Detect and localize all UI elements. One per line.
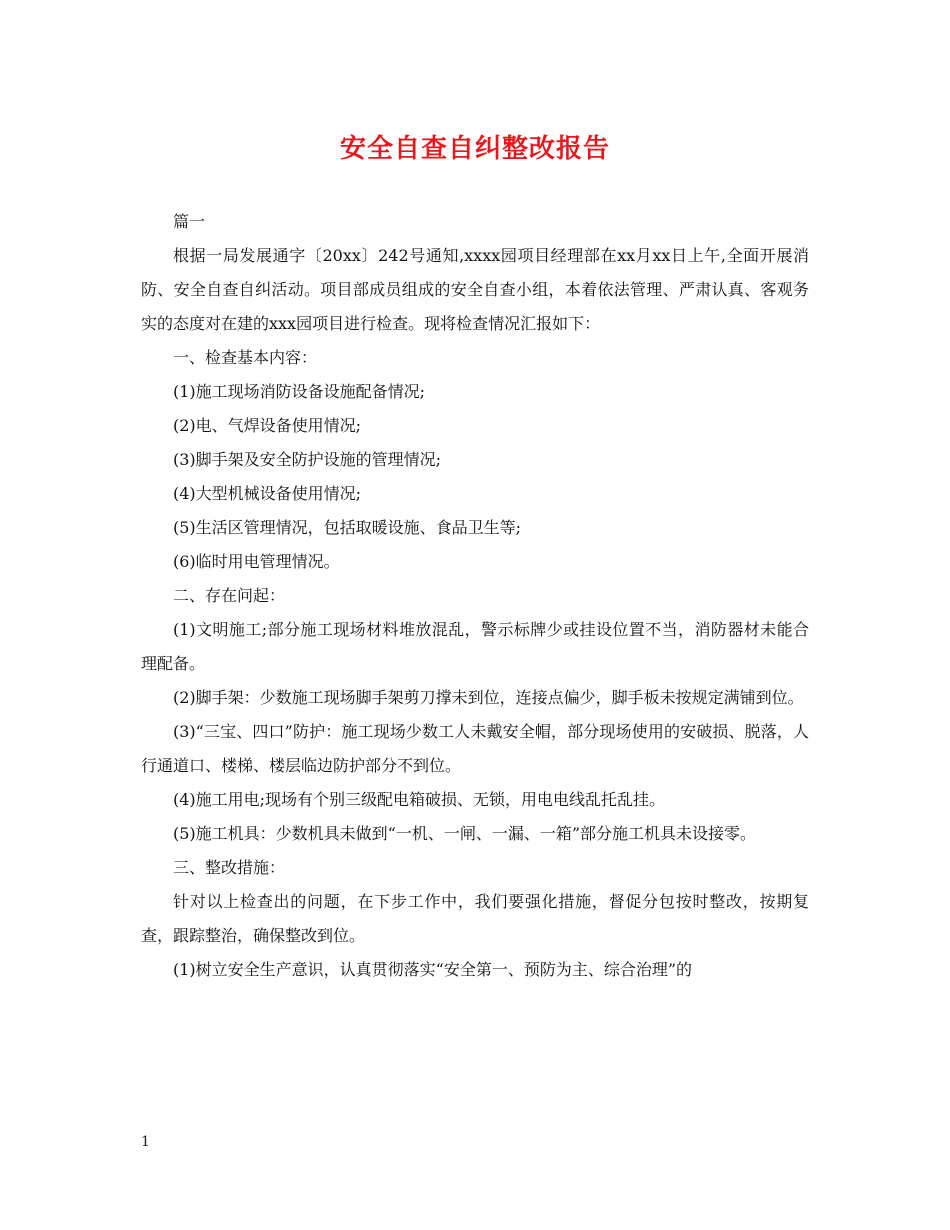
document-title: 安全自查自纠整改报告 — [339, 134, 610, 164]
list-item: (1)树立安全生产意识，认真贯彻落实“安全第一、预防为主、综合治理”的 — [173, 960, 693, 979]
list-item: (1)施工现场消防设备设施配备情况; — [173, 382, 426, 401]
section-heading: 三、整改措施： — [173, 858, 286, 877]
document-body — [141, 205, 809, 987]
intro-paragraph: 根据一局发展通字〔20xx〕242号通知,xxxx园项目经理部在xx月xx日上午,全面开展消防、安全自查自纠活动。项目部成员组成的安全自查小组，本着依法管理、严肃认真、客观务实的态度对在建的xxx园项目进行检查。现将检查情况汇报如下： — [141, 246, 809, 333]
list-item: (6)临时用电管理情况。 — [173, 552, 340, 571]
list-item: (2)脚手架：少数施工现场脚手架剪刀撑未到位，连接点偏少，脚手板未按规定满铺到位。 — [173, 688, 804, 707]
list-item: (5)施工机具：少数机具未做到“一机、一闸、一漏、一箱”部分施工机具未设接零。 — [173, 824, 757, 843]
section-heading: 二、存在问起： — [173, 586, 286, 605]
list-item: (1)文明施工;部分施工现场材料堆放混乱，警示标牌少或挂设位置不当，消防器材未能合理配备。 — [141, 620, 809, 673]
list-item: (4)施工用电;现场有个别三级配电箱破损、无锁，用电电线乱托乱挂。 — [173, 790, 666, 809]
body-paragraph: 针对以上检查出的问题，在下步工作中，我们要强化措施，督促分包按时整改，按期复查，跟踪整治，确保整改到位。 — [141, 892, 809, 945]
list-item: (4)大型机械设备使用情况; — [173, 484, 362, 503]
list-item: (5)生活区管理情况，包括取暖设施、食品卫生等; — [173, 518, 522, 537]
list-item: (3)脚手架及安全防护设施的管理情况; — [173, 450, 442, 469]
section-heading: 一、检查基本内容： — [173, 348, 318, 367]
list-item: (2)电、气焊设备使用情况; — [173, 416, 362, 435]
page-number: 1 — [141, 1134, 150, 1150]
section-heading: 篇一 — [173, 212, 206, 231]
list-item: (3)“三宝、四口”防护：施工现场少数工人未戴安全帽，部分现场使用的安破损、脱落，人行通道口、楼梯、楼层临边防护部分不到位。 — [141, 722, 809, 775]
